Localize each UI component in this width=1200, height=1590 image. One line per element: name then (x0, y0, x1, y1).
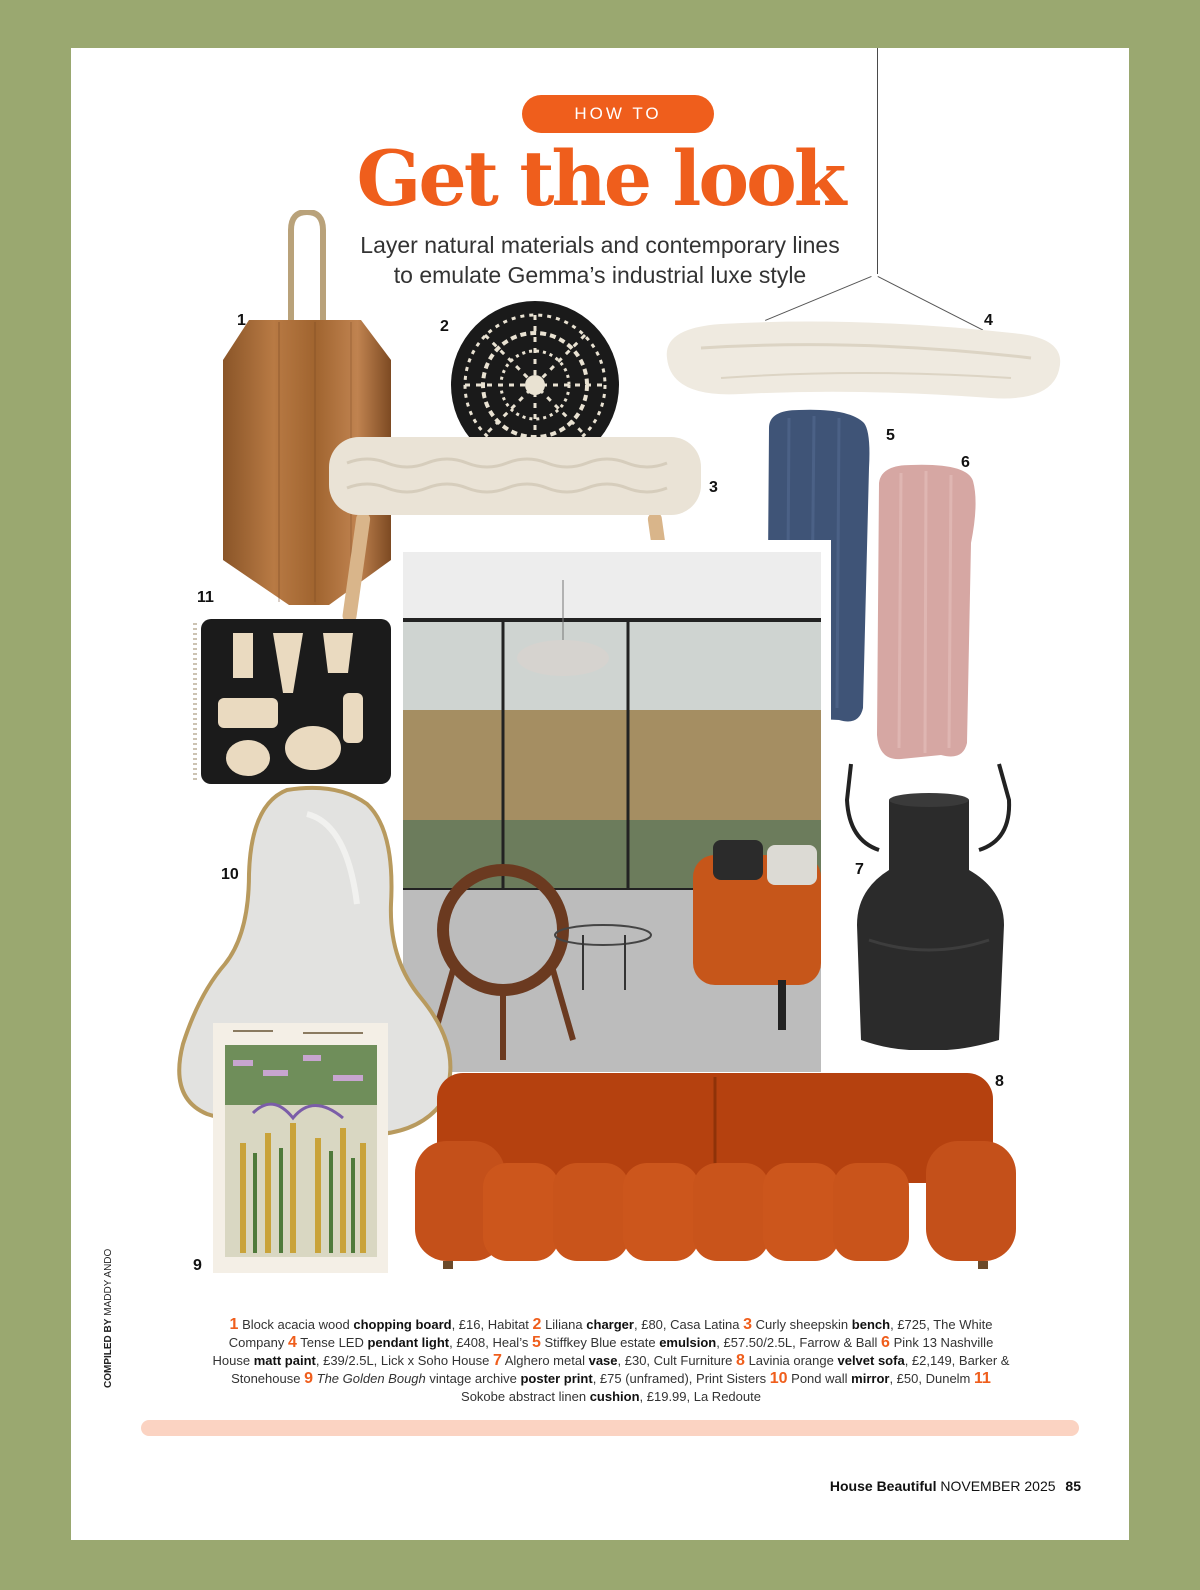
item-number-4: 4 (984, 312, 993, 329)
credit-9-title: The Golden Bough (316, 1371, 426, 1386)
credit-3-post: , £725, The White Company (228, 1317, 993, 1350)
kicker-badge: HOW TO (522, 95, 714, 133)
item-number-10: 10 (221, 866, 239, 883)
credit-1-pre: Block acacia wood (242, 1317, 350, 1332)
credit-2-product: charger (586, 1317, 634, 1332)
compiled-by-label: COMPILED BY (103, 1318, 114, 1388)
item-number-6: 6 (961, 454, 970, 471)
pendant-light-image (661, 318, 1067, 404)
page-title: Get the look (356, 134, 844, 223)
credit-7-product: vase (588, 1353, 618, 1368)
credit-3-pre: Curly sheepskin (755, 1317, 849, 1332)
magazine-page (71, 48, 1129, 1540)
credit-2-post: , £80, Casa Latina (633, 1317, 740, 1332)
item-number-2: 2 (440, 318, 449, 335)
credit-7-pre: Alghero metal (504, 1353, 585, 1368)
credit-number-6: 6 (881, 1334, 890, 1351)
credit-3-product: bench (851, 1317, 891, 1332)
credit-8-post: , £2,149, Barker & Stonehouse (231, 1353, 1010, 1386)
credit-6-post: , £39/2.5L, Lick x Soho House (315, 1353, 490, 1368)
page-footer (830, 1478, 1081, 1494)
credit-10-product: mirror (851, 1371, 890, 1386)
credit-11-pre: Sokobe abstract linen (461, 1389, 587, 1404)
credit-2-pre: Liliana (545, 1317, 583, 1332)
credit-4-product: pendant light (367, 1335, 450, 1350)
velvet-sofa-image (413, 1071, 1018, 1271)
credit-8-product: velvet sofa (837, 1353, 905, 1368)
credit-5-pre: Stiffkey Blue estate (544, 1335, 656, 1350)
credit-number-10: 10 (769, 1370, 788, 1387)
item-number-11: 11 (197, 589, 214, 606)
credit-number-1: 1 (229, 1316, 239, 1333)
credit-9-post: , £75 (unframed), Print Sisters (592, 1371, 767, 1386)
item-number-8: 8 (995, 1073, 1004, 1090)
issue-date: NOVEMBER 2025 (940, 1478, 1056, 1494)
credit-10-pre: Pond wall (791, 1371, 848, 1386)
product-credits (211, 1316, 1011, 1406)
credit-7-post: , £30, Cult Furniture (617, 1353, 733, 1368)
compiled-by-credit (103, 1249, 114, 1388)
credit-number-7: 7 (492, 1352, 502, 1369)
decorative-bar (141, 1420, 1079, 1436)
page-number: 85 (1065, 1478, 1081, 1494)
credit-4-pre: Tense LED (300, 1335, 364, 1350)
credit-number-8: 8 (736, 1352, 745, 1369)
credit-10-post: , £50, Dunelm (889, 1371, 971, 1386)
credit-number-2: 2 (532, 1316, 542, 1333)
credit-number-3: 3 (743, 1316, 753, 1333)
credit-9-pre: vintage archive (429, 1371, 517, 1386)
metal-vase-image (839, 760, 1019, 1050)
credit-4-post: , £408, Heal’s (449, 1335, 529, 1350)
credit-number-4: 4 (287, 1334, 297, 1351)
item-number-9: 9 (193, 1257, 202, 1274)
standfirst-line-2: to emulate Gemma’s industrial luxe style (393, 262, 807, 288)
item-number-5: 5 (886, 427, 895, 444)
credit-1-post: , £16, Habitat (451, 1317, 529, 1332)
credit-1-product: chopping board (353, 1317, 452, 1332)
credit-number-5: 5 (531, 1334, 541, 1351)
credit-9-product: poster print (520, 1371, 593, 1386)
credit-8-pre: Lavinia orange (748, 1353, 834, 1368)
credit-11-post: , £19.99, La Redoute (639, 1389, 761, 1404)
standfirst-line-1: Layer natural materials and contemporary lines (360, 232, 840, 258)
abstract-cushion-image (193, 613, 391, 788)
pink-paint-swatch-image (871, 463, 981, 763)
credit-6-product: matt paint (253, 1353, 316, 1368)
credit-5-post: , £57.50/2.5L, Farrow & Ball (716, 1335, 878, 1350)
credit-number-9: 9 (304, 1370, 313, 1387)
compiled-by-name: MADDY ANDO (103, 1248, 114, 1316)
golden-bough-poster-image (213, 1023, 388, 1273)
credit-6-pre: Pink 13 Nashville House (212, 1335, 994, 1368)
credit-11-product: cushion (589, 1389, 640, 1404)
item-number-1: 1 (237, 312, 246, 329)
item-number-3: 3 (709, 479, 718, 496)
credit-5-product: emulsion (659, 1335, 717, 1350)
magazine-name: House Beautiful (829, 1478, 937, 1494)
credit-number-11: 11 (974, 1370, 991, 1387)
item-number-7: 7 (855, 861, 864, 878)
